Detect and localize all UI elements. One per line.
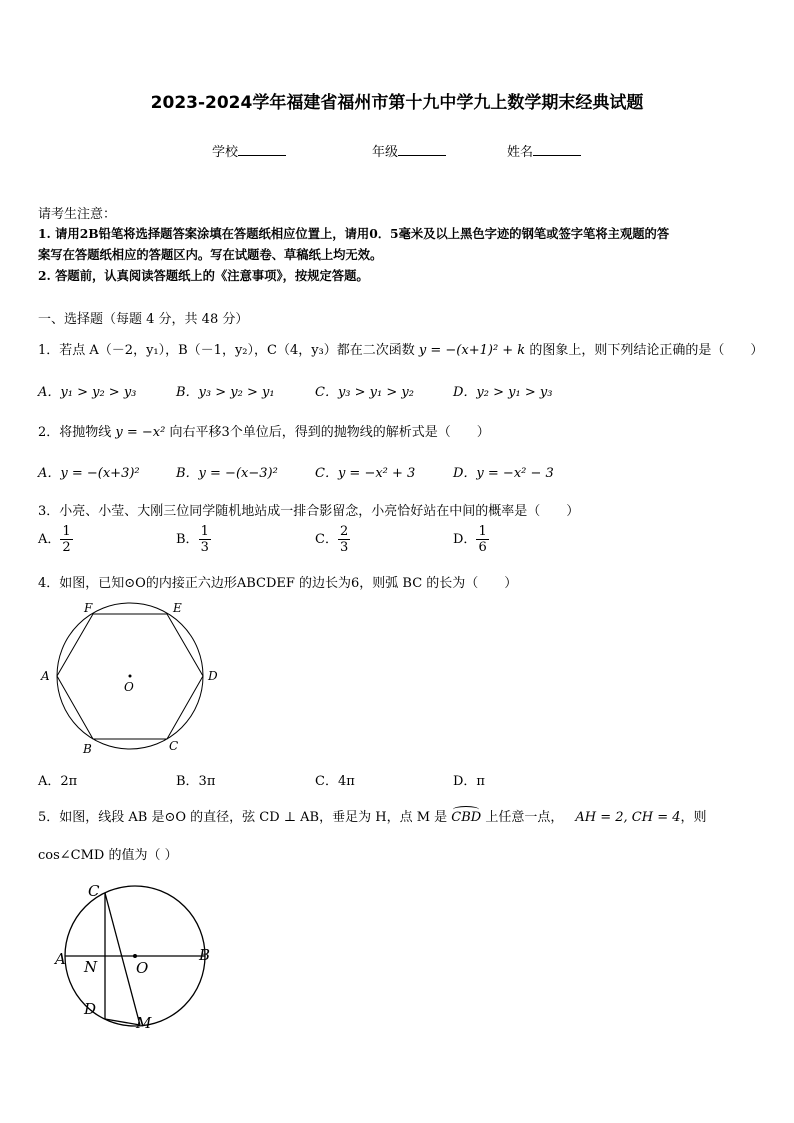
label-e: E (173, 601, 182, 615)
center-point (129, 675, 132, 678)
school-label: 学校 (212, 145, 239, 160)
q1-stem (38, 339, 763, 358)
page-title: 2023-2024学年福建省福州市第十九中学九上数学期末经典试题 (150, 93, 644, 113)
segment-cm (105, 893, 140, 1025)
q5-stem-c: ，则 (680, 810, 707, 825)
label-c: C (88, 882, 100, 900)
q2-stem-b: 向右平移3个单位后，得到的抛物线的解析式是（ ） (165, 425, 490, 440)
notice-item-1b: 案写在答题纸相应的答题区内。写在试题卷、草稿纸上均无效。 (38, 247, 383, 262)
label-d: D (208, 669, 218, 683)
label-c: C (169, 739, 179, 753)
label-o: O (136, 959, 149, 977)
grade-field (372, 141, 446, 160)
q3-option-b (176, 524, 211, 555)
name-field (507, 141, 581, 160)
section-heading: 一、选择题（每题 4 分，共 48 分） (38, 312, 249, 327)
name-label: 姓名 (507, 145, 534, 160)
label-a: A (41, 669, 50, 683)
q5-circle-figure (50, 878, 220, 1038)
arc-mark (453, 806, 479, 813)
q4-option-c: C．4π (315, 774, 355, 789)
q1-option-c: C．y₃ > y₁ > y₂ (315, 385, 414, 400)
q1-option-d: D．y₂ > y₁ > y₃ (453, 385, 553, 400)
q4-option-b: B．3π (176, 774, 216, 789)
q1-option-a: A．y₁ > y₂ > y₃ (38, 385, 137, 400)
q1-option-b: B．y₃ > y₂ > y₁ (176, 385, 275, 400)
numerator: 1 (200, 524, 209, 539)
q2-option-b: B．y = −(x−3)² (176, 466, 278, 481)
q4-hexagon-figure (36, 598, 226, 760)
denominator: 3 (200, 540, 209, 555)
q3-option-d (453, 524, 489, 555)
denominator: 3 (339, 540, 349, 555)
q2-option-a: A．y = −(x+3)² (38, 466, 140, 481)
q3-option-a-fraction (60, 524, 72, 555)
denominator: 2 (62, 540, 71, 555)
school-field (212, 141, 286, 160)
q5-condition: AH = 2, CH = 4 (575, 810, 681, 825)
notice-item-1a: 1. 请用2B铅笔将选择题答案涂填在答题纸相应位置上，请用0．5毫米及以上黑色字迹的钢笔或签字笔将主观题的答 (38, 226, 670, 241)
label-b: B (199, 946, 211, 964)
q3-option-c-label: C． (315, 532, 338, 547)
q3-option-c (315, 524, 350, 555)
q1-stem-a: 1．若点 A（－2，y₁），B（－1，y₂），C（4，y₃）都在二次函数 (38, 343, 419, 358)
q2-option-d: D．y = −x² − 3 (453, 466, 554, 481)
q3-option-b-label: B． (176, 532, 199, 547)
q5-stem-b: 上任意一点， (481, 810, 564, 825)
q3-option-b-fraction (199, 524, 211, 555)
q3-option-a (38, 524, 73, 555)
q5-arc (451, 810, 481, 825)
school-blank (238, 143, 286, 156)
q3-option-d-fraction (476, 524, 488, 555)
notice-item-2: 2. 答题前，认真阅读答题纸上的《注意事项》，按规定答题。 (38, 268, 369, 283)
notice-heading: 请考生注意： (38, 207, 117, 222)
q2-function: y = −x² (115, 425, 166, 440)
q3-option-d-label: D． (453, 532, 477, 547)
denominator: 6 (478, 540, 487, 555)
label-f: F (84, 601, 93, 615)
q3-stem: 3．小亮、小莹、大刚三位同学随机地站成一排合影留念，小亮恰好站在中间的概率是（ ） (38, 504, 580, 519)
q2-option-c: C．y = −x² + 3 (315, 466, 416, 481)
q1-function: y = −(x+1)² + k (418, 343, 526, 358)
label-o: O (124, 680, 134, 694)
label-b: B (83, 742, 92, 756)
numerator: 1 (62, 524, 71, 539)
label-m: M (136, 1014, 152, 1032)
q4-stem: 4．如图，已知⊙O的内接正六边形ABCDEF 的边长为6，则弧 BC 的长为（ ） (38, 576, 518, 591)
q4-option-a: A．2π (38, 774, 78, 789)
q3-option-a-label: A． (38, 532, 61, 547)
label-d: D (84, 1000, 97, 1018)
grade-label: 年级 (372, 145, 399, 160)
q3-option-c-fraction (338, 524, 350, 555)
numerator: 1 (478, 524, 487, 539)
numerator: 2 (339, 524, 349, 539)
label-a: A (55, 950, 66, 968)
q5-stem-line2: cos∠CMD 的值为（ ） (38, 848, 178, 863)
q5-stem (38, 806, 707, 825)
label-n: N (84, 958, 98, 976)
q1-stem-b: 的图象上，则下列结论正确的是（ ） (525, 343, 764, 358)
q2-stem-a: 2．将抛物线 (38, 425, 116, 440)
q5-stem-a: 5．如图，线段 AB 是⊙O 的直径，弦 CD ⊥ AB，垂足为 H，点 M 是 (38, 810, 452, 825)
grade-blank (398, 143, 446, 156)
q2-stem (38, 421, 490, 440)
q4-option-d: D．π (453, 774, 485, 789)
center-point (133, 954, 137, 958)
arc-label: CBD (451, 810, 482, 825)
name-blank (533, 143, 581, 156)
